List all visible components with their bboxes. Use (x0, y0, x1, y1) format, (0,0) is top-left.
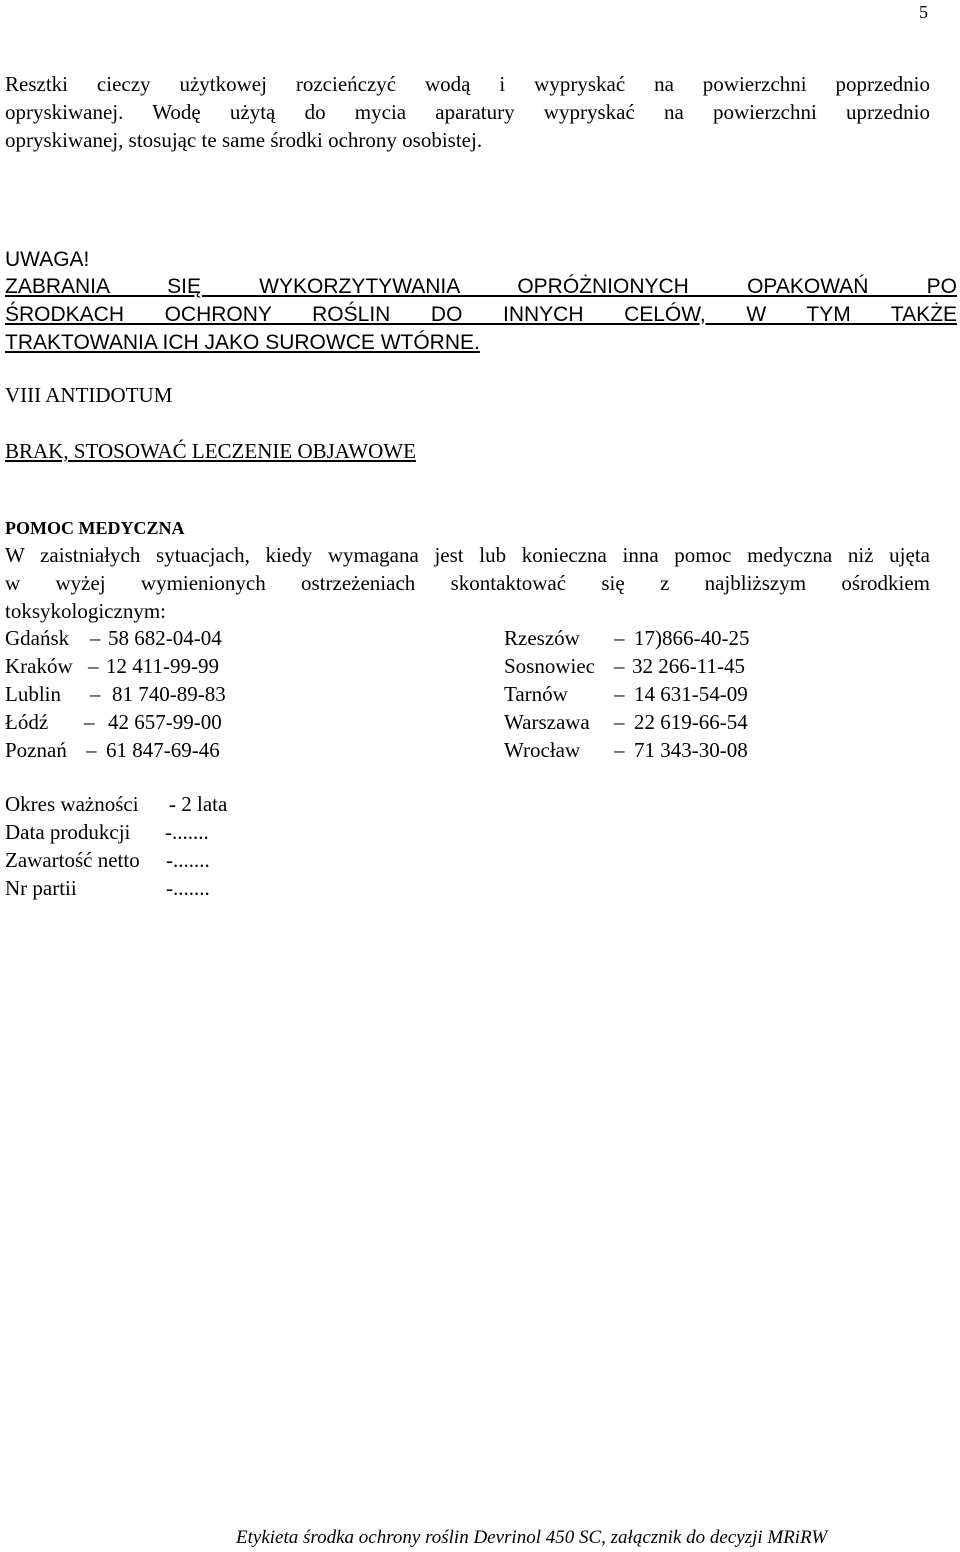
page-number: 5 (919, 2, 928, 22)
contact-city: Rzeszów (504, 626, 580, 650)
warning-title: UWAGA! (5, 248, 90, 271)
contact-dash: – (614, 710, 625, 734)
product-info-label: Okres ważności (5, 792, 139, 816)
toxicology-centers-list (5, 624, 930, 764)
medical-line-1: W zaistniałych sytuacjach, kiedy wymagana jest lub konieczna inna pomoc medyczna niż ujęta (5, 543, 930, 567)
contact-phone: 71 343-30-08 (634, 738, 748, 762)
intro-line-3: opryskiwanej, stosując te same środki ochrony osobistej. (5, 128, 483, 152)
contact-dash: – (614, 738, 625, 762)
contact-row (5, 624, 930, 652)
intro-line-2: opryskiwanej. Wodę użytą do mycia aparatury wypryskać na powierzchni uprzednio (5, 100, 930, 124)
contact-phone: 58 682-04-04 (108, 626, 222, 650)
contact-row (5, 736, 930, 764)
contact-city: Sosnowiec (504, 654, 595, 678)
warning-line-3: TRAKTOWANIA ICH JAKO SUROWCE WTÓRNE. (5, 331, 480, 354)
product-info-value: -....... (165, 820, 209, 844)
contact-city: Gdańsk (5, 626, 70, 650)
product-info-value: -....... (166, 848, 210, 872)
warning-text (5, 273, 957, 357)
product-info-label: Zawartość netto (5, 848, 140, 872)
warning-line-1: ZABRANIA SIĘ WYKORZYTYWANIA OPRÓŻNIONYCH OPAKOWAŃ PO (5, 275, 957, 298)
antidote-heading: VIII ANTIDOTUM (5, 383, 173, 407)
contact-phone: 22 619-66-54 (634, 710, 748, 734)
contact-phone: 81 740-89-83 (112, 682, 226, 706)
product-info-label: Data produkcji (5, 820, 131, 844)
contact-city: Warszawa (504, 710, 590, 734)
medical-line-2: w wyżej wymienionych ostrzeżeniach skontaktować się z najbliższym ośrodkiem (5, 571, 930, 595)
contact-row (5, 708, 930, 736)
contact-dash: – (90, 626, 101, 650)
contact-phone: 42 657-99-00 (108, 710, 222, 734)
contact-row (5, 680, 930, 708)
contact-city: Łódź (5, 710, 49, 734)
product-info-value: - 2 lata (169, 792, 228, 816)
contact-dash: – (86, 738, 97, 762)
antidote-text (5, 437, 930, 465)
contact-city: Tarnów (504, 682, 568, 706)
contact-phone: 61 847-69-46 (106, 738, 220, 762)
contact-phone: 17)866-40-25 (634, 626, 750, 650)
contact-phone: 14 631-54-09 (634, 682, 748, 706)
contact-row (5, 652, 930, 680)
contact-city: Kraków (5, 654, 73, 678)
intro-line-1: Resztki cieczy użytkowej rozcieńczyć wodą i wypryskać na powierzchni poprzednio (5, 72, 930, 96)
contact-dash: – (84, 710, 95, 734)
medical-heading: POMOC MEDYCZNA (5, 518, 185, 538)
medical-paragraph (5, 541, 930, 625)
contact-city: Poznań (5, 738, 67, 762)
intro-paragraph (5, 70, 930, 154)
contact-city: Lublin (5, 682, 61, 706)
medical-line-3: toksykologicznym: (5, 599, 166, 623)
contact-dash: – (614, 682, 625, 706)
page-footer: Etykieta środka ochrony roślin Devrinol 450 SC, załącznik do decyzji MRiRW (236, 1527, 828, 1548)
product-info-value: -....... (166, 876, 210, 900)
contact-dash: – (90, 682, 101, 706)
antidote-text-value: BRAK, STOSOWAĆ LECZENIE OBJAWOWE (5, 439, 416, 463)
contact-dash: – (88, 654, 99, 678)
contact-city: Wrocław (504, 738, 581, 762)
contact-phone: 12 411-99-99 (106, 654, 219, 678)
contact-dash: – (614, 654, 625, 678)
contact-phone: 32 266-11-45 (632, 654, 745, 678)
product-info-label: Nr partii (5, 876, 77, 900)
warning-line-2: ŚRODKACH OCHRONY ROŚLIN DO INNYCH CELÓW, W TYM TAKŻE (5, 303, 957, 326)
contact-dash: – (614, 626, 625, 650)
